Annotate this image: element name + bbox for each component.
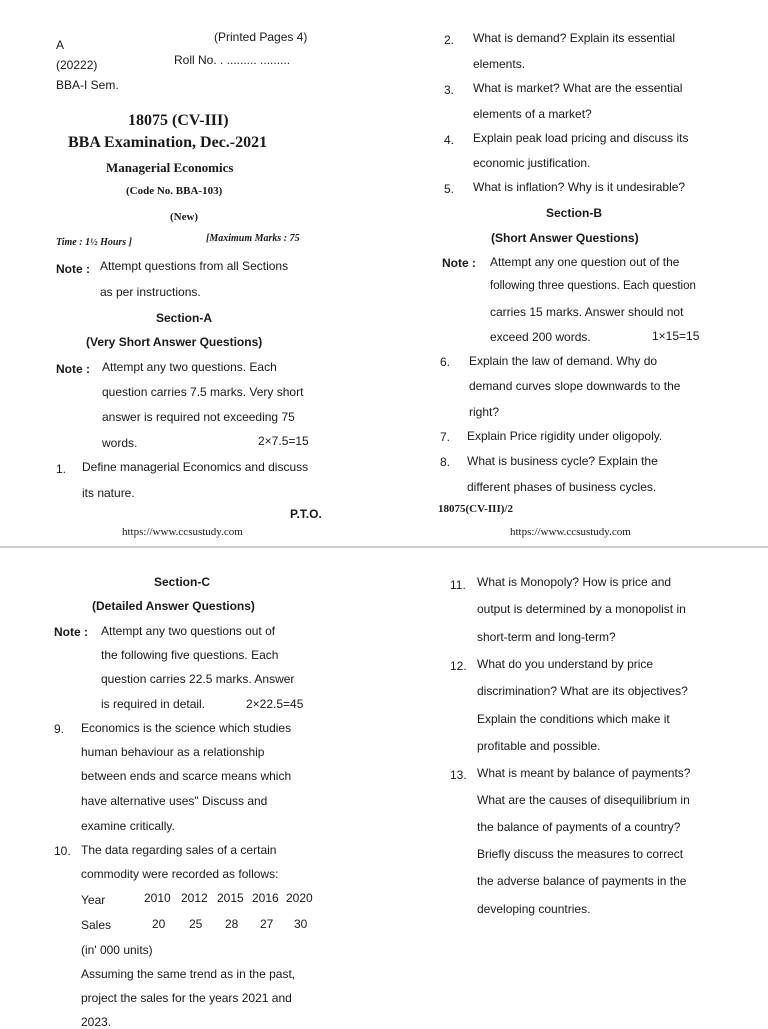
q8-line2: different phases of business cycles.	[467, 480, 657, 494]
q10-number: 10.	[54, 844, 71, 858]
sales-table-year-5: 2020	[286, 891, 313, 905]
subject-title: Managerial Economics	[106, 160, 234, 175]
exam-page-bottom	[0, 548, 768, 1029]
q10-line2: commodity were recorded as follows:	[81, 867, 279, 881]
q6-number: 6.	[440, 355, 451, 369]
q2-line1: What is demand? Explain its essential	[473, 31, 676, 45]
q9-line3: between ends and scarce means which	[81, 769, 292, 783]
section-b-marks: 1×15=15	[652, 329, 700, 343]
q8-line1: What is business cycle? Explain the	[467, 454, 658, 468]
q10-line4: project the sales for the years 2021 and	[81, 991, 292, 1005]
section-a-note-line2: question carries 7.5 marks. Very short	[102, 385, 304, 399]
page-2-footer-code: 18075(CV-III)/2	[438, 503, 513, 515]
sales-table-sales-4: 27	[260, 917, 274, 931]
sales-table-sales-2: 25	[189, 917, 203, 931]
q6-line1: Explain the law of demand. Why do	[469, 354, 658, 368]
q7-line1: Explain Price rigidity under oligopoly.	[467, 429, 663, 443]
q13-number: 13.	[450, 768, 467, 782]
q4-line1: Explain peak load pricing and discuss its	[473, 131, 689, 145]
q9-number: 9.	[54, 722, 65, 736]
q11-line1: What is Monopoly? How is price and	[477, 575, 672, 589]
printed-pages: (Printed Pages 4)	[214, 30, 308, 44]
q11-line2: output is determined by a monopolist in	[477, 602, 686, 616]
section-a-marks: 2×7.5=15	[258, 434, 309, 448]
q13-line1: What is meant by balance of payments?	[477, 766, 691, 780]
section-c-note-label: Note :	[54, 625, 88, 639]
sales-table-year-2: 2012	[181, 891, 208, 905]
section-b-title: Section-B	[546, 206, 603, 220]
section-a-note-label: Note :	[56, 362, 90, 376]
q3-number: 3.	[444, 83, 455, 97]
q13-line6: developing countries.	[477, 902, 591, 916]
q3-line1: What is market? What are the essential	[473, 81, 683, 95]
page-3	[0, 548, 384, 1029]
section-b-subtitle: (Short Answer Questions)	[491, 231, 639, 245]
page-1-source-url: https://www.ccsustudy.com	[122, 526, 243, 538]
section-c-note-line4: is required in detail.	[101, 697, 206, 711]
section-a-note-line1: Attempt any two questions. Each	[102, 360, 277, 374]
q1-line2: its nature.	[82, 486, 135, 500]
section-c-title: Section-C	[154, 575, 211, 589]
section-c-note-line2: the following five questions. Each	[101, 648, 279, 662]
page-2	[384, 0, 768, 515]
section-c-marks: 2×22.5=45	[246, 697, 304, 711]
time-label: Time : 1½ Hours ]	[56, 237, 133, 248]
q7-number: 7.	[440, 430, 451, 444]
q9-line4: have alternative uses" Discuss and	[81, 794, 268, 808]
year-code: (20222)	[56, 58, 98, 72]
sales-table-units: (in' 000 units)	[81, 943, 153, 957]
sales-table-year-1: 2010	[144, 891, 171, 905]
page-2-source-url: https://www.ccsustudy.com	[510, 526, 631, 538]
sheet-divider	[0, 546, 768, 548]
paper-code: 18075 (CV-III)	[128, 112, 229, 129]
q12-line4: profitable and possible.	[477, 739, 601, 753]
section-b-note-line3: carries 15 marks. Answer should not	[490, 305, 684, 319]
q11-number: 11.	[450, 578, 466, 592]
section-a-note-line3: answer is required not exceeding 75	[102, 410, 295, 424]
q12-line1: What do you understand by price	[477, 657, 654, 671]
q12-line2: discrimination? What are its objectives?	[477, 684, 688, 698]
section-b-note-line1: Attempt any one question out of the	[490, 255, 680, 269]
sales-table-year-label: Year	[81, 893, 106, 907]
section-b-note-line2: following three questions. Each question	[490, 280, 696, 292]
q9-line2: human behaviour as a relationship	[81, 745, 265, 759]
section-a-subtitle: (Very Short Answer Questions)	[86, 335, 263, 349]
q2-line2: elements.	[473, 57, 526, 71]
general-note-line2: as per instructions.	[100, 285, 201, 299]
q2-number: 2.	[444, 33, 455, 47]
sales-table-sales-3: 28	[225, 917, 239, 931]
section-b-note-label: Note :	[442, 256, 476, 270]
scheme-label: (New)	[170, 211, 199, 223]
sales-table-year-4: 2016	[252, 891, 279, 905]
q6-line2: demand curves slope downwards to the	[469, 379, 681, 393]
section-b-note-line4: exceed 200 words.	[490, 330, 591, 344]
q4-number: 4.	[444, 133, 455, 147]
q9-line5: examine critically.	[81, 819, 175, 833]
q11-line3: short-term and long-term?	[477, 630, 616, 644]
q13-line2: What are the causes of disequilibrium in	[477, 793, 690, 807]
q3-line2: elements of a market?	[473, 107, 592, 121]
q13-line5: the adverse balance of payments in the	[477, 874, 687, 888]
pto-label: P.T.O.	[290, 507, 322, 521]
course-code: (Code No. BBA-103)	[126, 185, 223, 197]
section-c-subtitle: (Detailed Answer Questions)	[92, 599, 255, 613]
exam-title: BBA Examination, Dec.-2021	[68, 134, 268, 151]
page-4	[384, 548, 768, 1024]
q9-line1: Economics is the science which studies	[81, 721, 292, 735]
q5-number: 5.	[444, 182, 455, 196]
q12-number: 12.	[450, 659, 467, 673]
q10-line1: The data regarding sales of a certain	[81, 843, 277, 857]
semester: BBA-I Sem.	[56, 78, 119, 92]
series-label: A	[56, 38, 65, 52]
q12-line3: Explain the conditions which make it	[477, 712, 670, 726]
section-c-note-line3: question carries 22.5 marks. Answer	[101, 672, 295, 686]
page-1	[0, 0, 384, 521]
q13-line4: Briefly discuss the measures to correct	[477, 847, 684, 861]
section-a-title: Section-A	[156, 311, 213, 325]
q6-line3: right?	[469, 405, 500, 419]
sales-table-sales-label: Sales	[81, 918, 112, 932]
roll-no: Roll No. . ......... .........	[174, 53, 291, 67]
q8-number: 8.	[440, 455, 451, 469]
q13-line3: the balance of payments of a country?	[477, 820, 681, 834]
q10-line3: Assuming the same trend as in the past,	[81, 967, 296, 981]
q4-line2: economic justification.	[473, 156, 591, 170]
section-a-note-line4: words.	[102, 436, 138, 450]
q10-line5: 2023.	[81, 1015, 112, 1029]
max-marks-label: [Maximum Marks : 75	[206, 233, 300, 244]
general-note-line1: Attempt questions from all Sections	[100, 259, 289, 273]
sales-table-sales-5: 30	[294, 917, 308, 931]
sales-table-sales-1: 20	[152, 917, 166, 931]
section-c-note-line1: Attempt any two questions out of	[101, 624, 276, 638]
q1-number: 1.	[56, 462, 67, 476]
q5-line1: What is inflation? Why is it undesirable?	[473, 180, 686, 194]
sales-table-year-3: 2015	[217, 891, 244, 905]
q1-line1: Define managerial Economics and discuss	[82, 460, 309, 474]
general-note-label: Note :	[56, 262, 90, 276]
